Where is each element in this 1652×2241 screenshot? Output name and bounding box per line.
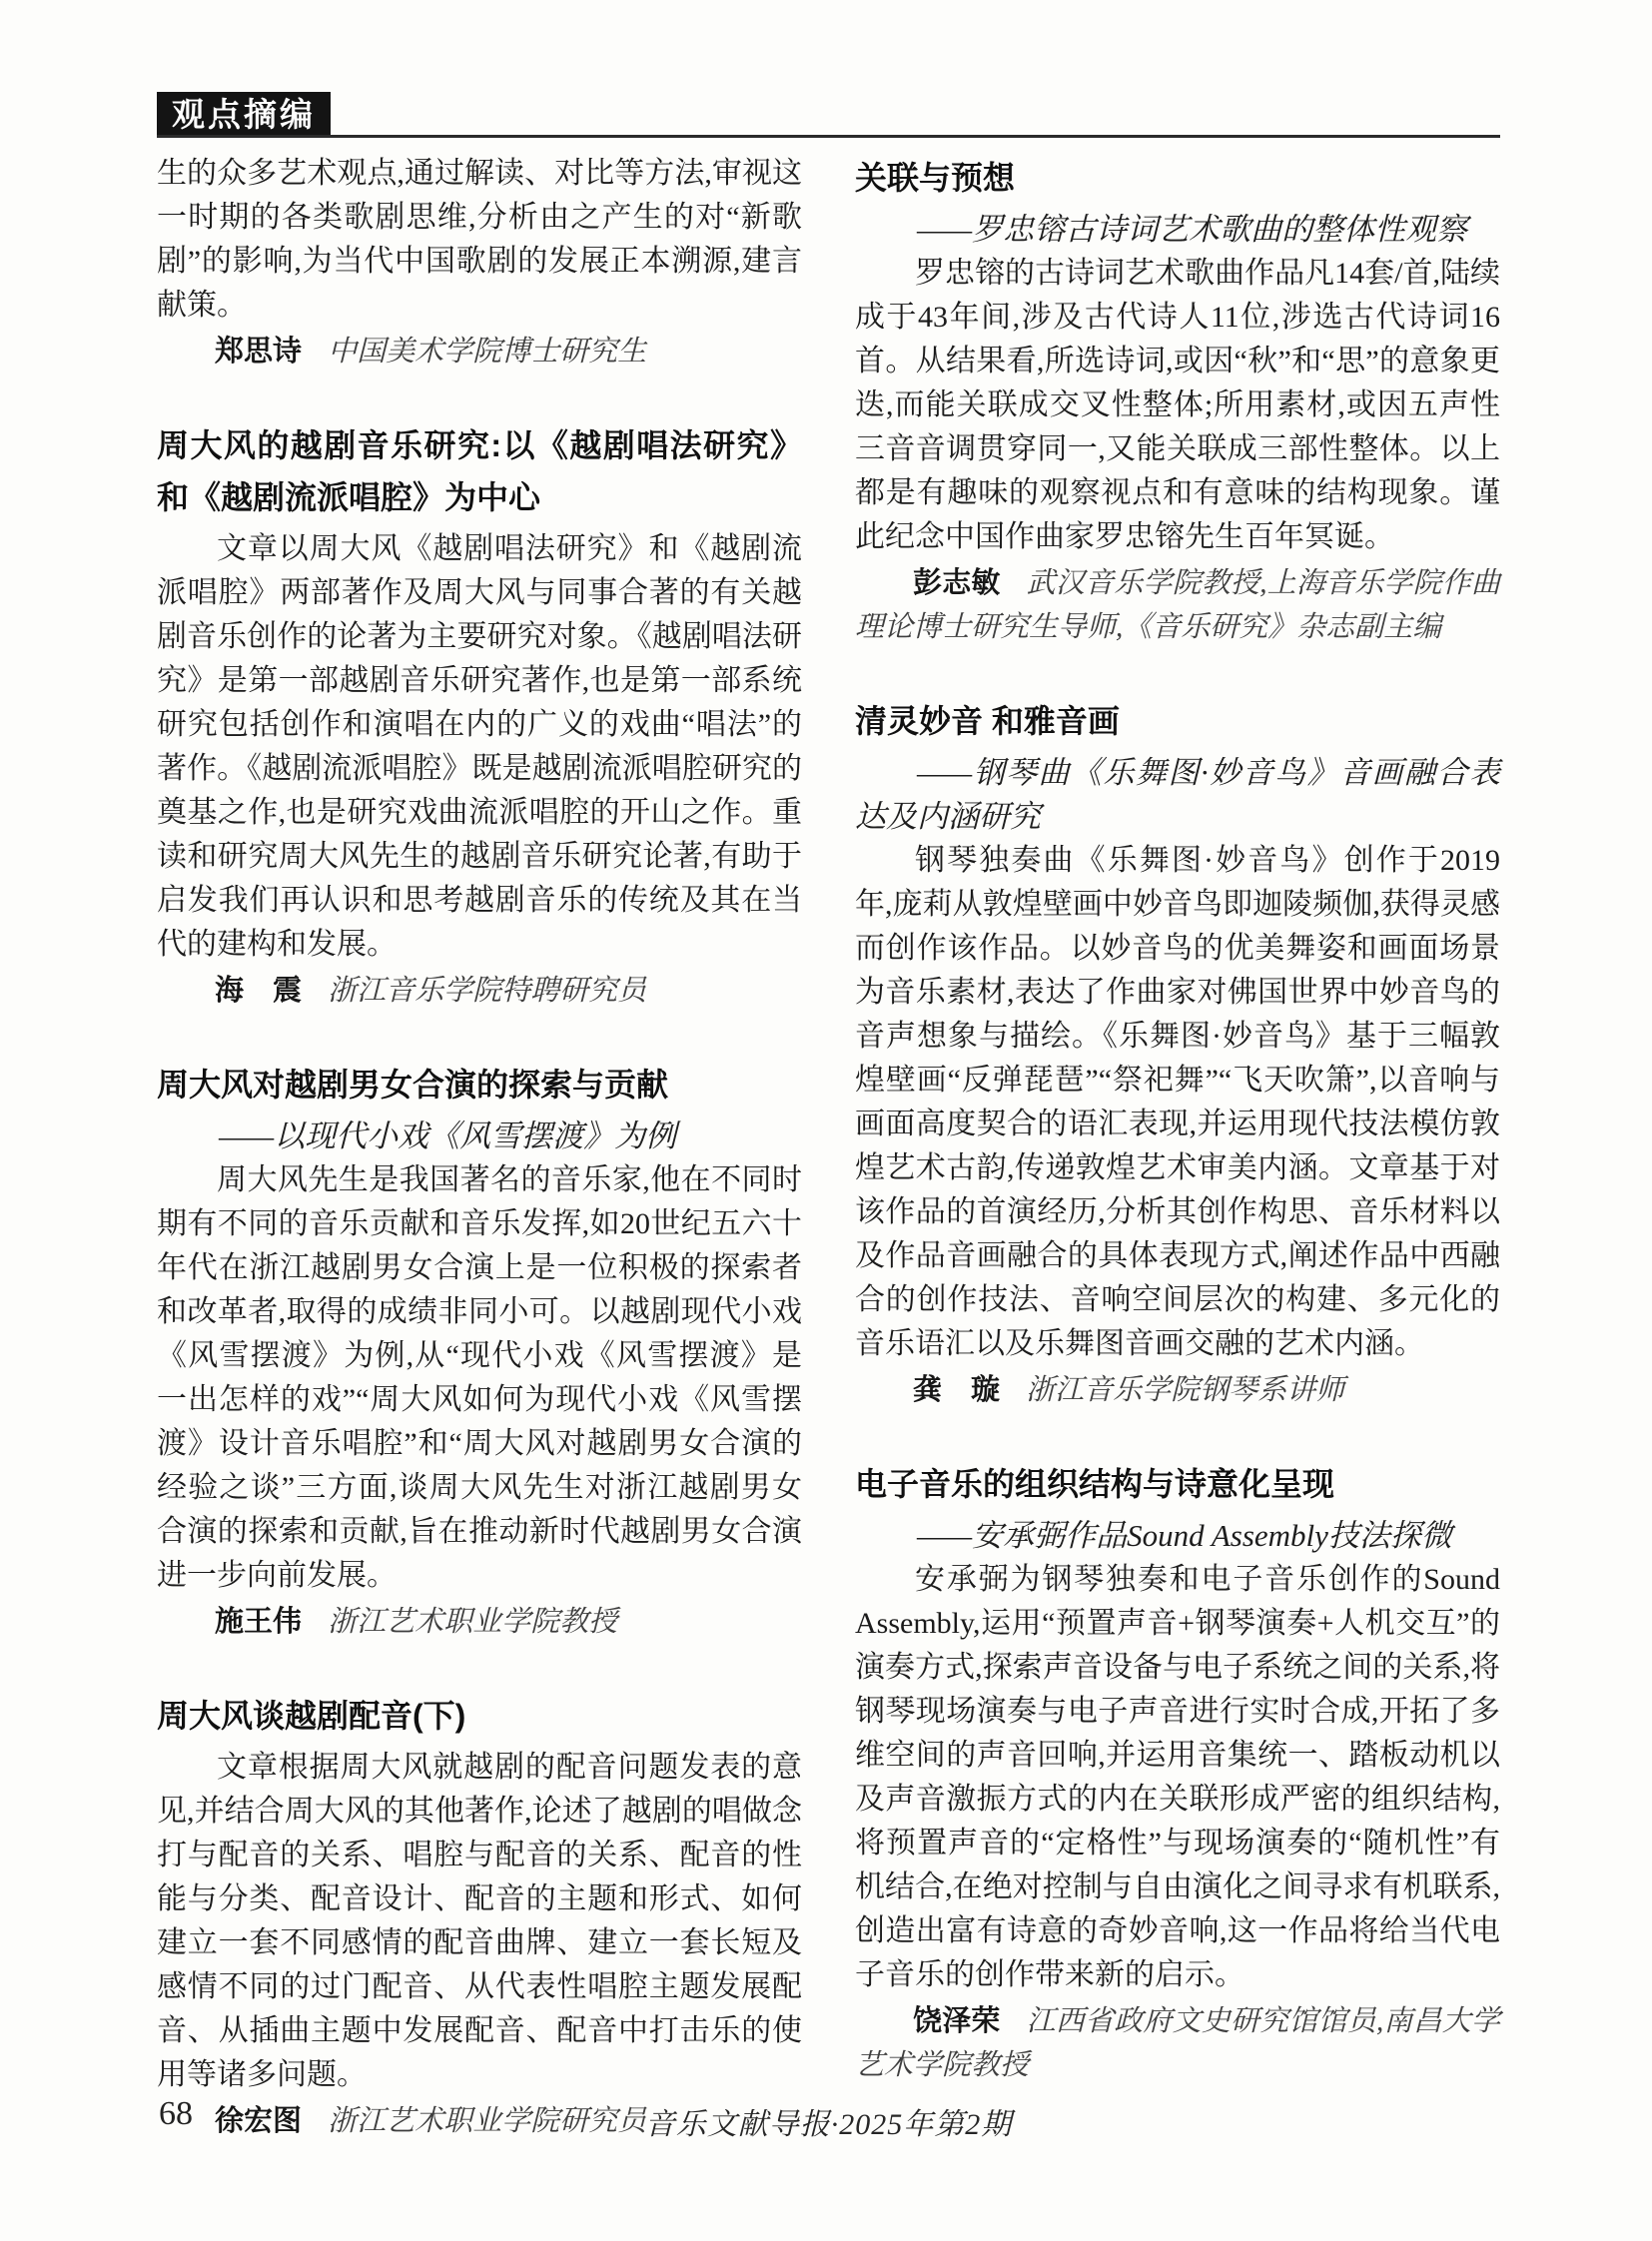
abstract-subtitle: ——安承弼作品Sound Assembly技法探微 <box>917 1518 1452 1553</box>
abstract-title: 周大风对越剧男女合演的探索与贡献 <box>157 1067 669 1103</box>
abstract-section <box>855 695 1500 1412</box>
abstract-body: 生的众多艺术观点,通过解读、对比等方法,审视这一时期的各类歌剧思维,分析由之产生的对“新歌剧”的影响,为当代中国歌剧的发展正本溯源,建言献策。 <box>157 157 802 322</box>
author-affiliation: 武汉音乐学院教授,上海音乐学院作曲理论博士研究生导师,《音乐研究》杂志副主编 <box>855 567 1500 643</box>
abstract-subtitle: ——以现代小戏《风雪摆渡》为例 <box>219 1119 677 1153</box>
author-affiliation: 江西省政府文史研究馆馆员,南昌大学艺术学院教授 <box>855 2005 1500 2081</box>
abstract-section <box>855 152 1500 649</box>
abstract-section <box>157 419 802 1013</box>
author-name: 彭志敏 <box>913 567 1001 599</box>
right-column <box>855 152 1500 2143</box>
section-badge: 观点摘编 <box>157 92 331 138</box>
abstract-body: 文章根据周大风就越剧的配音问题发表的意见,并结合周大风的其他著作,论述了越剧的唱做念打与配音的关系、唱腔与配音的关系、配音的性能与分类、配音设计、配音的主题和形式、如何建立一套不同感情的配音曲牌、建立一套长短及感情不同的过门配音、从代表性唱腔主题发展配音、从插曲主题中发展配音、配音中打击乐的使用等诸多问题。 <box>157 1751 802 2091</box>
left-column <box>157 152 802 2143</box>
author-name: 郑思诗 <box>215 336 303 368</box>
author-affiliation: 浙江艺术职业学院研究员 <box>328 2105 647 2137</box>
byline <box>157 330 802 374</box>
author-affiliation: 中国美术学院博士研究生 <box>328 336 647 368</box>
abstract-title: 周大风的越剧音乐研究:以《越剧唱法研究》和《越剧流派唱腔》为中心 <box>157 427 802 515</box>
abstract-section <box>855 1458 1500 2087</box>
abstract-body: 文章以周大风《越剧唱法研究》和《越剧流派唱腔》两部著作及周大风与同事合著的有关越剧音乐创作的论著为主要研究对象。《越剧唱法研究》是第一部越剧音乐研究著作,也是第一部系统研究包括创作和演唱在内的广义的戏曲“唱法”的著作。《越剧流派唱腔》既是越剧流派唱腔研究的奠基之作,也是研究戏曲流派唱腔的开山之作。重读和研究周大风先生的越剧音乐研究论著,有助于启发我们再认识和思考越剧音乐的传统及其在当代的建构和发展。 <box>157 532 802 961</box>
abstract-title: 周大风谈越剧配音(下) <box>157 1698 466 1734</box>
byline <box>157 1600 802 1644</box>
byline <box>855 561 1500 649</box>
author-name: 徐宏图 <box>215 2105 303 2137</box>
abstract-section <box>157 1059 802 1644</box>
author-name: 海 震 <box>215 975 303 1007</box>
page-number: 68 <box>159 2095 193 2132</box>
author-affiliation: 浙江艺术职业学院教授 <box>328 1606 618 1638</box>
abstract-continued-section <box>157 152 802 374</box>
author-name: 龚 璇 <box>913 1374 1001 1406</box>
byline <box>157 969 802 1013</box>
author-name: 饶泽荣 <box>913 2005 1001 2037</box>
abstract-title: 关联与预想 <box>855 160 1016 196</box>
abstract-body: 周大风先生是我国著名的音乐家,他在不同时期有不同的音乐贡献和音乐发挥,如20世纪五六十年代在浙江越剧男女合演上是一位积极的探索者和改革者,取得的成绩非同小可。以越剧现代小戏《风雪摆渡》为例,从“现代小戏《风雪摆渡》是一出怎样的戏”“周大风如何为现代小戏《风雪摆渡》设计音乐唱腔”和“周大风对越剧男女合演的经验之谈”三方面,谈周大风先生对浙江越剧男女合演的探索和贡献,旨在推动新时代越剧男女合演进一步向前发展。 <box>157 1163 802 1592</box>
abstract-body: 钢琴独奏曲《乐舞图·妙音鸟》创作于2019年,庞莉从敦煌壁画中妙音鸟即迦陵频伽,获得灵感而创作该作品。以妙音鸟的优美舞姿和画面场景为音乐素材,表达了作曲家对佛国世界中妙音鸟的音声想象与描绘。《乐舞图·妙音鸟》基于三幅敦煌壁画“反弹琵琶”“祭祀舞”“飞天吹箫”,以音响与画面高度契合的语汇表现,并运用现代技法模仿敦煌艺术古韵,传递敦煌艺术审美内涵。文章基于对该作品的首演经历,分析其创作构思、音乐材料以及作品音画融合的具体表现方式,阐述作品中西融合的创作技法、音响空间层次的构建、多元化的音乐语汇以及乐舞图音画交融的艺术内涵。 <box>855 844 1500 1360</box>
byline <box>855 1999 1500 2087</box>
abstract-section <box>157 1690 802 2143</box>
header-rule <box>157 135 1500 138</box>
abstract-subtitle: ——罗忠镕古诗词艺术歌曲的整体性观察 <box>917 212 1468 247</box>
abstract-subtitle: ——钢琴曲《乐舞图·妙音鸟》音画融合表达及内涵研究 <box>855 755 1500 834</box>
byline <box>855 1368 1500 1412</box>
author-name: 施王伟 <box>215 1606 303 1638</box>
abstract-title: 清灵妙音 和雅音画 <box>855 703 1120 739</box>
abstract-title: 电子音乐的组织结构与诗意化呈现 <box>855 1466 1335 1502</box>
content-columns <box>157 152 1500 2143</box>
journal-issue-line: 音乐文献导报·2025年第2期 <box>644 2108 1013 2141</box>
author-affiliation: 浙江音乐学院特聘研究员 <box>328 975 647 1007</box>
abstract-body: 安承弼为钢琴独奏和电子音乐创作的Sound Assembly,运用“预置声音+钢琴演奏+人机交互”的演奏方式,探索声音设备与电子系统之间的关系,将钢琴现场演奏与电子声音进行实时合成,开拓了多维空间的声音回响,并运用音集统一、踏板动机以及声音激振方式的内在关联形成严密的组织结构,将预置声音的“定格性”与现场演奏的“随机性”有机结合,在绝对控制与自由演化之间寻求有机联系,创造出富有诗意的奇妙音响,这一作品将给当代电子音乐的创作带来新的启示。 <box>855 1563 1500 1991</box>
abstract-body: 罗忠镕的古诗词艺术歌曲作品凡14套/首,陆续成于43年间,涉及古代诗人11位,涉选古代诗词16首。从结果看,所选诗词,或因“秋”和“思”的意象更迭,而能关联成交叉性整体;所用素材,或因五声性三音音调贯穿同一,又能关联成三部性整体。以上都是有趣味的观察视点和有意味的结构现象。谨此纪念中国作曲家罗忠镕先生百年冥诞。 <box>855 257 1500 553</box>
author-affiliation: 浙江音乐学院钢琴系讲师 <box>1026 1374 1345 1406</box>
page-footer <box>157 2095 1500 2145</box>
